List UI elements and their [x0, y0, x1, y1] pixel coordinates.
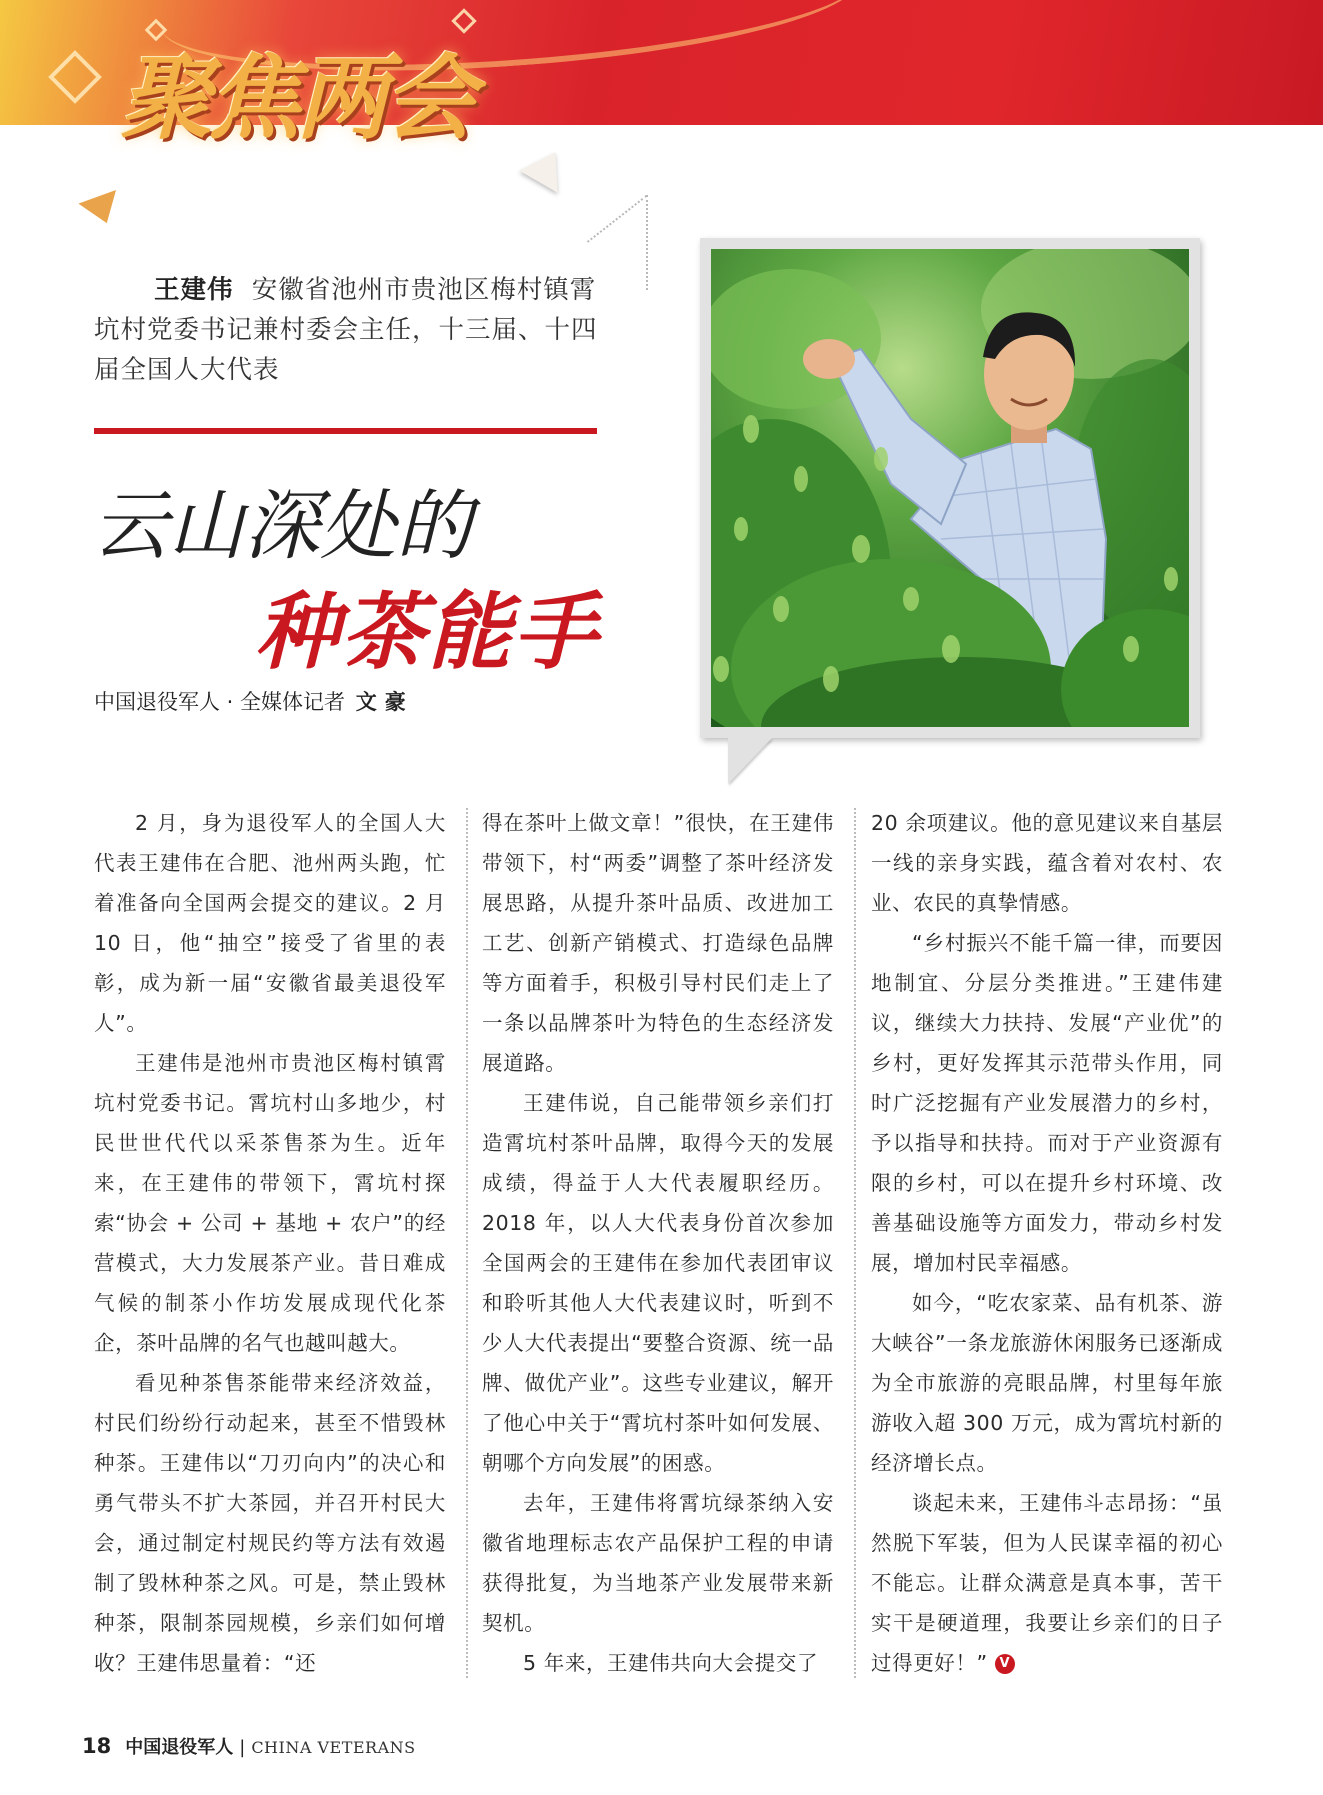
byline: [94, 686, 414, 716]
paragraph: 20 余项建议。他的意见建议来自基层一线的亲身实践，蕴含着对农村、农业、农民的真挚情感。: [871, 811, 1223, 915]
paragraph: 得在茶叶上做文章！”很快，在王建伟带领下，村“两委”调整了茶叶经济发展思路，从提升茶叶品质、改进加工工艺、创新产销模式、打造绿色品牌等方面着手，积极引导村民们走上了一条以品牌茶叶为特色的生态经济发展道路。: [482, 811, 834, 1075]
paragraph: 王建伟说，自己能带领乡亲们打造霄坑村茶叶品牌，取得今天的发展成绩，得益于人大代表履职经历。2018 年，以人大代表身份首次参加全国两会的王建伟在参加代表团审议和聆听其他人大代表建议时，听到不少人大代表提出“要整合资源、统一品牌、做优产业”。这些专业建议，解开了他心中关于“霄坑村茶叶如何发展、朝哪个方向发展”的困惑。: [482, 1091, 834, 1475]
section-slogan: 聚焦两会: [120, 44, 473, 152]
paragraph: “乡村振兴不能千篇一律，而要因地制宜、分层分类推进。”王建伟建议，继续大力扶持、发展“产业优”的乡村，更好发挥其示范带头作用，同时广泛挖掘有产业发展潜力的乡村，予以指导和扶持。而对于产业资源有限的乡村，可以在提升乡村环境、改善基础设施等方面发力，带动乡村发展，增加村民幸福感。: [871, 931, 1223, 1275]
portrait-photo-frame: [700, 238, 1200, 738]
bio-name: 王建伟: [154, 275, 234, 305]
footer-separator: |: [239, 1737, 246, 1758]
paragraph: 去年，王建伟将霄坑绿茶纳入安徽省地理标志农产品保护工程的申请获得批复，为当地茶产业发展带来新契机。: [482, 1491, 834, 1635]
divider: [587, 195, 647, 243]
divider: [646, 195, 648, 290]
triangle-decoration-icon: [519, 141, 574, 192]
paragraph-final: [871, 1483, 1223, 1683]
column-divider: [854, 808, 856, 1678]
portrait-photo: [711, 249, 1189, 727]
byline-prefix: 中国退役军人 · 全媒体记者: [94, 690, 346, 714]
magazine-name: 中国退役军人: [125, 1737, 234, 1758]
bio-text: 安徽省池州市贵池区梅村镇霄坑村党委书记兼村委会主任，十三届、十四届全国人大代表: [94, 275, 598, 385]
photo-speech-tail: [728, 738, 772, 784]
paragraph: 看见种茶售茶能带来经济效益，村民们纷纷行动起来，甚至不惜毁林种茶。王建伟以“刀刃向内”的决心和勇气带头不扩大茶园，并召开村民大会，通过制定村规民约等方法有效遏制了毁林种茶之风。可是，禁止毁林种茶，限制茶园规模，乡亲们如何增收？王建伟思量着：“还: [94, 1371, 446, 1675]
paragraph: 王建伟是池州市贵池区梅村镇霄坑村党委书记。霄坑村山多地少，村民世世代代以采茶售茶为生。近年来，在王建伟的带领下，霄坑村探索“协会 + 公司 + 基地 + 农户”的经营模式，大力发展茶产业。昔日难成气候的制茶小作坊发展成现代化茶企，茶叶品牌的名气也越叫越大。: [94, 1051, 446, 1355]
tea-farmer-photo-icon: [711, 249, 1189, 727]
paragraph: 如今，“吃农家菜、品有机茶、游大峡谷”一条龙旅游休闲服务已逐渐成为全市旅游的亮眼品牌，村里每年旅游收入超 300 万元，成为霄坑村新的经济增长点。: [871, 1291, 1223, 1475]
triangle-decoration-icon: [78, 190, 125, 230]
diamond-decoration-icon: [48, 50, 102, 104]
article-column-3: [871, 803, 1223, 1683]
page-footer: [82, 1733, 416, 1759]
article-title-line2: 种茶能手: [255, 583, 600, 681]
column-divider: [466, 808, 468, 1678]
author-bio: [94, 270, 598, 390]
paragraph-text: 谈起未来，王建伟斗志昂扬：“虽然脱下军装，但为人民谋幸福的初心不能忘。让群众满意是真本事，苦干实干是硬道理，我要让乡亲们的日子过得更好！”: [871, 1491, 1223, 1675]
page-number: 18: [82, 1734, 112, 1758]
magazine-english-name: CHINA VETERANS: [251, 1738, 416, 1757]
paragraph: 5 年来，王建伟共向大会提交了: [523, 1651, 819, 1675]
article-column-1: [94, 803, 446, 1683]
byline-author: 文豪: [355, 690, 414, 714]
article-title-line1: 云山深处的: [92, 481, 472, 570]
paragraph: 2 月，身为退役军人的全国人大代表王建伟在合肥、池州两头跑，忙着准备向全国两会提交的建议。2 月 10 日，他“抽空”接受了省里的表彰，成为新一届“安徽省最美退役军人”。: [94, 811, 446, 1035]
title-divider: [94, 428, 597, 434]
article-column-2: [482, 803, 834, 1683]
end-mark-icon: V: [995, 1654, 1015, 1674]
